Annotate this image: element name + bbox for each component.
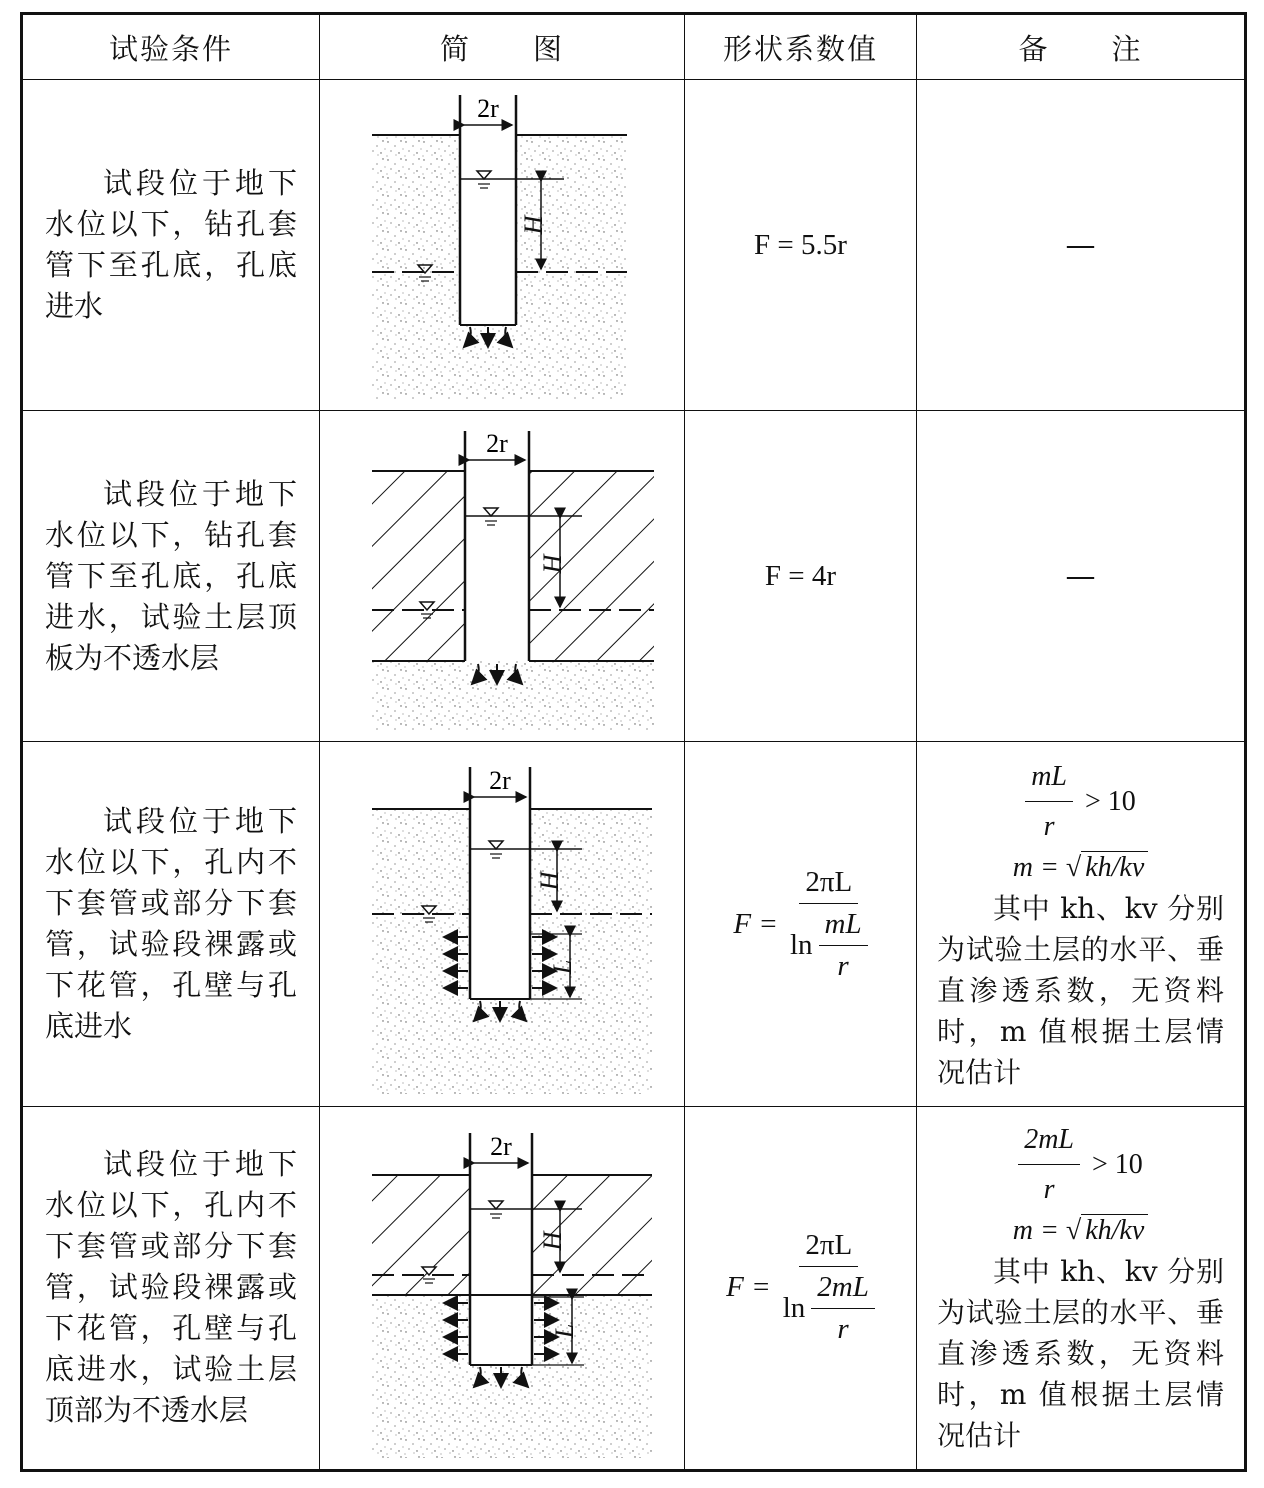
- diagram-cell: [320, 1106, 685, 1470]
- borehole-diagram-2: [332, 416, 672, 736]
- head-label: H: [519, 215, 548, 235]
- header-row: [22, 14, 1246, 80]
- formula-cell: [685, 80, 917, 411]
- length-label: L: [550, 1323, 579, 1339]
- header-remarks: 备 注: [917, 14, 1246, 80]
- borehole-diagram-4: [332, 1113, 672, 1463]
- formula-cell: [685, 411, 917, 742]
- head-label: H: [535, 871, 564, 891]
- shape-factor-formula: F = 2πL ln $\frac{mL}{r}$: [733, 866, 867, 983]
- length-label: L: [548, 959, 577, 975]
- shape-factor-formula: F = 5.5r: [754, 228, 847, 261]
- header-shape-factor: 形状系数值: [685, 14, 917, 80]
- formula-cell: [685, 742, 917, 1106]
- shape-factor-formula: F = 4r: [764, 559, 837, 592]
- condition-cell: [22, 742, 320, 1106]
- header-condition: 试验条件: [22, 14, 320, 80]
- m-definition: m = √ kh/kv: [937, 847, 1224, 888]
- shape-factor-table: [20, 12, 1247, 1472]
- condition-text: 试段位于地下水位以下，钻孔套管下至孔底，孔底进水，试验土层顶板为不透水层: [45, 476, 297, 675]
- borehole-diagram-1: [332, 85, 672, 405]
- remark-text: 其中 kh、kv 分别为试验土层的水平、垂直渗透系数，无资料时，m 值根据土层情况估计: [937, 1255, 1224, 1453]
- ratio-inequality: $\frac{mL}{r}$ > 10: [937, 756, 1224, 847]
- diagram-cell: [320, 80, 685, 411]
- condition-cell: [22, 80, 320, 411]
- remark-text: —: [1065, 558, 1096, 594]
- table-row: [22, 80, 1246, 411]
- diagram-cell: [320, 411, 685, 742]
- table-row: [22, 411, 1246, 742]
- condition-text: 试段位于地下水位以下，钻孔套管下至孔底，孔底进水: [45, 166, 297, 324]
- ratio-inequality: $\frac{2mL}{r}$ > 10: [937, 1119, 1224, 1210]
- condition-text: 试段位于地下水位以下，孔内不下套管或部分下套管，试验段裸露或下花管，孔壁与孔底进水: [45, 804, 297, 1044]
- remark-cell: [917, 1106, 1246, 1470]
- borehole-diagram-3: [332, 749, 672, 1099]
- head-label: H: [538, 554, 567, 574]
- header-diagram: 简 图: [320, 14, 685, 80]
- m-definition: m = √ kh/kv: [937, 1210, 1224, 1251]
- diameter-label: 2r: [477, 94, 499, 124]
- condition-cell: [22, 1106, 320, 1470]
- diagram-cell: [320, 742, 685, 1106]
- diameter-label: 2r: [489, 766, 511, 796]
- remark-text: —: [1065, 227, 1096, 263]
- shape-factor-formula: F = 2πL ln $\frac{2mL}{r}$: [726, 1229, 875, 1346]
- remark-cell: [917, 742, 1246, 1106]
- table-row: [22, 1106, 1246, 1470]
- remark-cell: [917, 411, 1246, 742]
- remark-cell: [917, 80, 1246, 411]
- condition-cell: [22, 411, 320, 742]
- head-label: H: [538, 1231, 567, 1251]
- formula-cell: [685, 1106, 917, 1470]
- diameter-label: 2r: [490, 1131, 512, 1161]
- table-row: [22, 742, 1246, 1106]
- diameter-label: 2r: [486, 429, 508, 459]
- remark-text: 其中 kh、kv 分别为试验土层的水平、垂直渗透系数，无资料时，m 值根据土层情况估计: [937, 891, 1224, 1089]
- condition-text: 试段位于地下水位以下，孔内不下套管或部分下套管，试验段裸露或下花管，孔壁与孔底进水，试验土层顶部为不透水层: [45, 1147, 297, 1428]
